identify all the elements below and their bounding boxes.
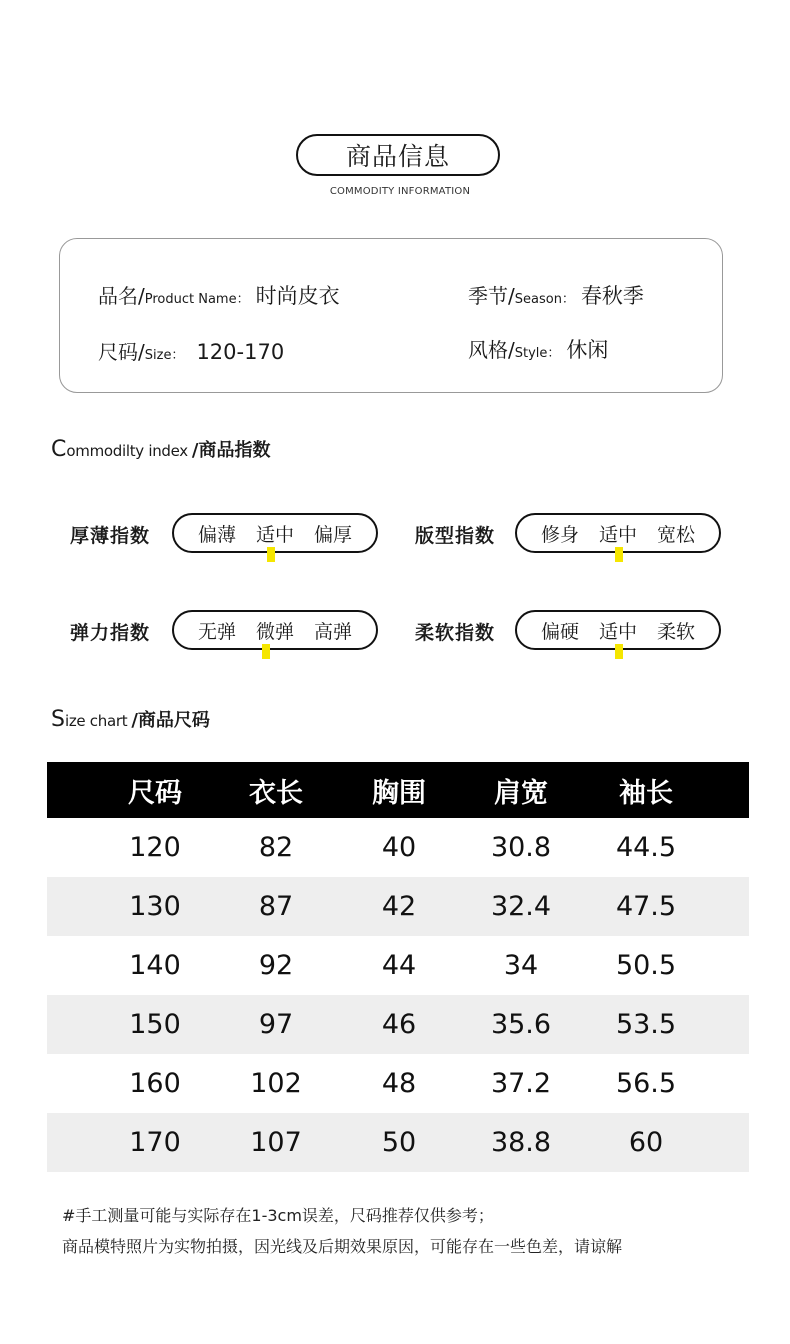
table-header-cell: 胸围 xyxy=(372,777,426,809)
table-cell: 50 xyxy=(381,1127,417,1158)
page-subtitle: COMMODITY INFORMATION xyxy=(329,186,471,197)
index-option: 微弹 xyxy=(255,620,294,643)
table-row xyxy=(47,995,749,1054)
product-info-card xyxy=(59,238,723,393)
index-label-fit: 版型指数 xyxy=(415,525,496,547)
index-label-elasticity: 弹力指数 xyxy=(70,622,151,644)
info-label: 品名/ xyxy=(98,284,145,308)
table-cell: 34 xyxy=(503,950,539,981)
table-cell: 87 xyxy=(258,891,294,922)
info-label-en: Season： xyxy=(514,292,575,307)
table-cell: 32.4 xyxy=(490,891,552,922)
heading-initial: S xyxy=(51,707,65,732)
table-cell: 38.8 xyxy=(490,1127,552,1158)
index-option: 无弹 xyxy=(197,620,236,643)
table-row xyxy=(47,936,749,995)
table-cell: 107 xyxy=(250,1127,302,1158)
info-label-en: Product Name： xyxy=(144,292,250,307)
index-option: 适中 xyxy=(598,620,637,643)
heading-zh: /商品指数 xyxy=(191,440,271,461)
heading-initial: C xyxy=(51,437,67,462)
info-label-en: Style： xyxy=(514,346,561,361)
info-size xyxy=(98,336,284,365)
table-cell: 92 xyxy=(258,950,294,981)
index-option: 适中 xyxy=(598,523,637,546)
info-label: 风格/ xyxy=(468,338,515,362)
table-cell: 56.5 xyxy=(615,1068,677,1099)
size-section-heading xyxy=(51,706,210,732)
table-cell: 37.2 xyxy=(490,1068,552,1099)
table-header-cell: 袖长 xyxy=(619,777,673,809)
table-cell: 44.5 xyxy=(615,832,677,863)
table-cell: 53.5 xyxy=(615,1009,677,1040)
table-cell: 46 xyxy=(381,1009,417,1040)
info-value: 休闲 xyxy=(566,338,609,362)
table-cell: 44 xyxy=(381,950,417,981)
index-option: 偏厚 xyxy=(313,523,352,546)
index-section-heading xyxy=(51,436,270,462)
table-cell: 82 xyxy=(258,832,294,863)
table-row xyxy=(47,1113,749,1172)
table-header-cell: 肩宽 xyxy=(494,777,548,809)
table-cell: 97 xyxy=(258,1009,294,1040)
index-option: 适中 xyxy=(255,523,294,546)
table-header-row xyxy=(47,762,749,818)
index-marker-thickness xyxy=(267,547,275,562)
note-measurement: #手工测量可能与实际存在1-3cm误差，尺码推荐仅供参考； xyxy=(62,1206,494,1225)
table-cell: 130 xyxy=(129,891,181,922)
heading-en: ommodilty index xyxy=(66,442,188,460)
index-option: 偏硬 xyxy=(540,620,579,643)
index-marker-fit xyxy=(615,547,623,562)
page-title xyxy=(296,134,500,176)
index-label-thickness: 厚薄指数 xyxy=(70,525,151,547)
info-value: 春秋季 xyxy=(580,284,644,308)
index-option: 柔软 xyxy=(656,620,695,643)
info-value: 时尚皮衣 xyxy=(255,284,340,308)
table-cell: 48 xyxy=(381,1068,417,1099)
info-season xyxy=(468,280,644,310)
table-header-cell: 衣长 xyxy=(249,777,303,809)
info-label: 季节/ xyxy=(468,284,515,308)
table-cell: 160 xyxy=(129,1068,181,1099)
index-scale-elasticity xyxy=(172,610,378,650)
index-marker-softness xyxy=(615,644,623,659)
table-cell: 120 xyxy=(129,832,181,863)
table-row xyxy=(47,877,749,936)
index-label-softness: 柔软指数 xyxy=(415,622,496,644)
page-title-text: 商品信息 xyxy=(345,142,450,171)
index-option: 宽松 xyxy=(656,523,695,546)
table-cell: 30.8 xyxy=(490,832,552,863)
table-row xyxy=(47,818,749,877)
index-marker-elasticity xyxy=(262,644,270,659)
note-color-difference: 商品模特照片为实物拍摄，因光线及后期效果原因，可能存在一些色差，请谅解 xyxy=(62,1237,623,1256)
table-cell: 60 xyxy=(628,1127,664,1158)
table-cell: 35.6 xyxy=(490,1009,552,1040)
table-cell: 47.5 xyxy=(615,891,677,922)
table-cell: 170 xyxy=(129,1127,181,1158)
table-cell: 102 xyxy=(250,1068,302,1099)
size-table xyxy=(47,762,749,1172)
info-product-name xyxy=(98,280,340,310)
table-cell: 50.5 xyxy=(615,950,677,981)
table-cell: 150 xyxy=(129,1009,181,1040)
table-header-cell: 尺码 xyxy=(128,777,182,809)
info-label-en: Size： xyxy=(144,348,185,363)
index-option: 修身 xyxy=(540,523,579,546)
info-label: 尺码/ xyxy=(98,340,145,364)
info-style xyxy=(468,334,608,364)
heading-zh: /商品尺码 xyxy=(131,710,210,731)
index-option: 偏薄 xyxy=(197,523,236,546)
table-cell: 140 xyxy=(129,950,181,981)
table-row xyxy=(47,1054,749,1113)
heading-en: ize chart xyxy=(64,712,128,730)
index-scale-thickness xyxy=(172,513,378,553)
index-option: 高弹 xyxy=(313,620,352,643)
table-cell: 42 xyxy=(381,891,417,922)
info-value: 120-170 xyxy=(196,340,285,364)
table-cell: 40 xyxy=(381,832,417,863)
